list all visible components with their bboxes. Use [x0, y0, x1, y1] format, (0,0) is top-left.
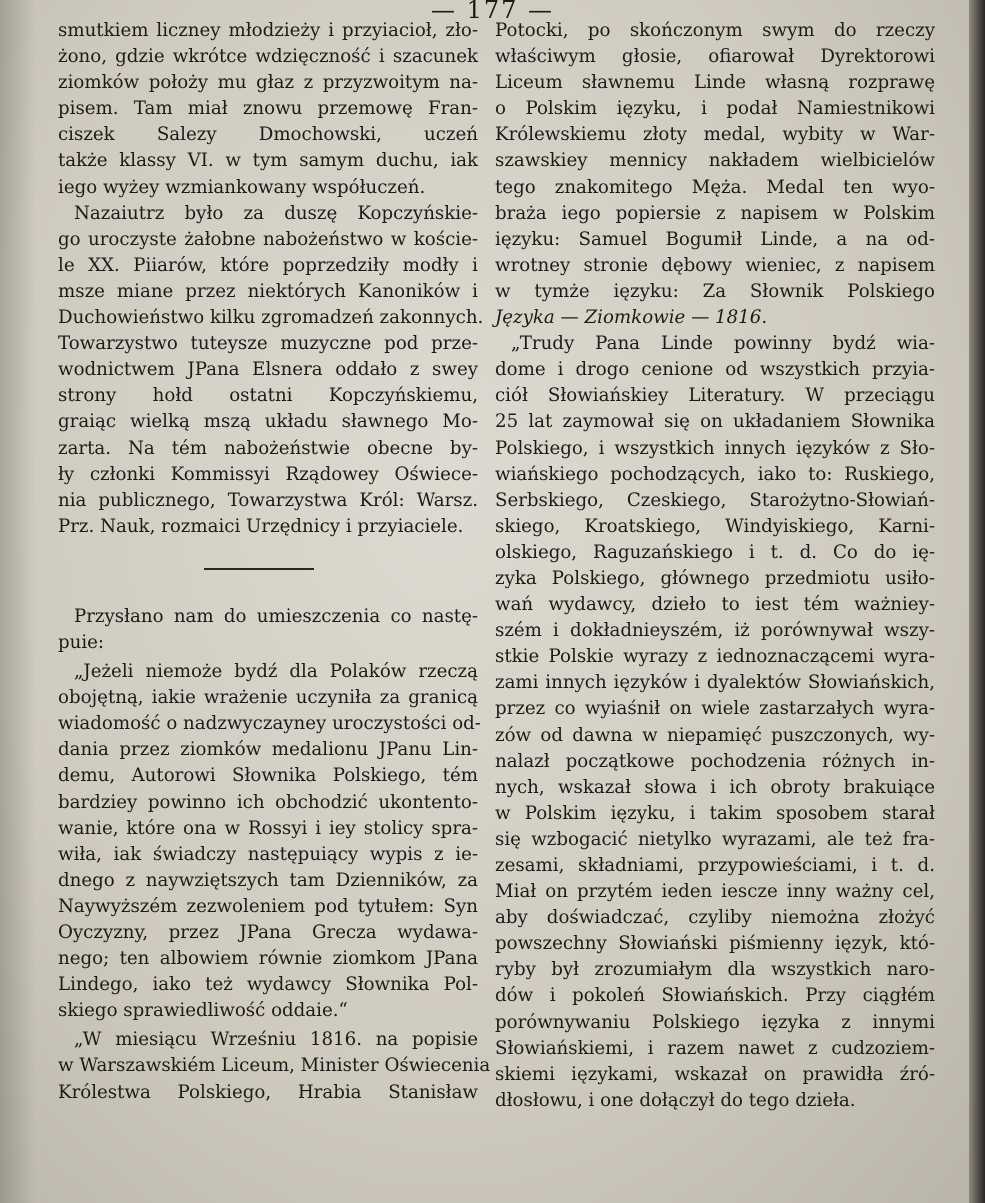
text-line: Duchowieństwo kilku zgromadzeń zakonnych.: [58, 307, 484, 329]
text-line: Nazaiutrz było za duszę Kopczyńskie-: [74, 202, 478, 224]
paragraph: [58, 18, 478, 201]
text-line: demu, Autorowi Słownika Polskiego, tém: [58, 765, 478, 787]
gutter-shadow: [0, 0, 36, 1203]
page-number: — 177 —: [430, 0, 555, 24]
text-line: się wzbogacić nietylko wyrazami, ale też fra-: [495, 828, 935, 850]
text-line: nych, wskazał słowa i ich obroty brakuiące: [495, 776, 935, 798]
page-edge: [969, 0, 985, 1203]
text-line: ziomków położy mu głaz z przyzwoitym na-: [58, 72, 478, 94]
text-line: Słowiańskiemi, i razem nawet z cudzoziem-: [495, 1037, 935, 1059]
text-line: żono, gdzie wkrótce wdzięczność i szacunek: [58, 46, 478, 68]
text-line: smutkiem liczney młodzieży i przyiacioł, zło-: [58, 20, 478, 41]
text-line: szawskiey mennicy nakładem wielbicielów: [495, 150, 935, 172]
text-line: iego wyżey wzmiankowany współuczeń.: [58, 176, 426, 198]
text-line: zyka Polskiego, głównego przedmiotu usiło-: [495, 567, 935, 589]
text-line: skiemi ięzykami, wskazał on prawidła źró-: [495, 1063, 935, 1085]
text-line: Oyczyzny, przez JPana Grecza wydawa-: [58, 922, 478, 943]
paragraph: [58, 1027, 491, 1105]
text-line: graiąc wielką mszą układu sławnego Mo-: [58, 411, 478, 433]
text-line: bardziey powinno ich obchodzić ukontento-: [58, 791, 478, 813]
text-line: wiańskiego pochodzących, iako to: Ruskiego,: [495, 463, 935, 485]
medal-inscription-line: w tymże ięzyku: Za Słownik Polskiego: [495, 280, 935, 302]
text-line: wiła, iak świadczy następuiący wypis z ie-: [58, 843, 478, 865]
text-line: dnego z naywziętszych tam Dzienników, za: [58, 869, 478, 891]
text-line: wrotney stronie dębowy wieniec, z napisem: [495, 254, 935, 276]
text-line: nego; ten albowiem równie ziomkom JPana: [58, 948, 478, 970]
paragraph: [495, 18, 935, 331]
text-line: Królewskiemu złoty medal, wybity w War-: [495, 124, 935, 146]
text-line: zami innych ięzyków i dyalektów Słowiańskich,: [495, 672, 935, 694]
text-line: dome i drogo cenione od wszystkich przyia-: [495, 359, 935, 381]
text-line: „Trudy Pana Linde powinny bydź wia-: [511, 333, 935, 355]
text-line: obojętną, iakie wrażenie uczyniła za granicą: [58, 687, 478, 709]
paragraph: [58, 659, 481, 1024]
text-line: porównywaniu Polskiego ięzyka z innymi: [495, 1011, 935, 1033]
text-line: 25 lat zaymował się on układaniem Słownika: [495, 411, 935, 433]
text-line: Lindego, iako też wydawcy Słownika Pol-: [58, 974, 478, 996]
text-line: tego znakomitego Męża. Medal ten wyo-: [495, 176, 935, 198]
section-divider: [204, 568, 314, 570]
text-line: ięzyku: Samuel Bogumił Linde, a na od-: [495, 228, 935, 250]
text-line: Naywyższém zezwoleniem pod tytułem: Syn: [58, 895, 478, 917]
text-line: szém i dokładnieyszém, iż porównywał wszy-: [495, 620, 935, 642]
text-line: ły członki Kommissyi Rządowey Oświece-: [58, 463, 478, 485]
text-line: Przysłano nam do umieszczenia co nastę-: [74, 605, 478, 627]
text-line: wodnictwem JPana Elsnera oddało z swey: [58, 359, 478, 381]
text-line: wań wydawcy, dzieło to iest tém ważniey-: [495, 594, 935, 616]
text-line: puie:: [58, 631, 105, 653]
text-line: ciszek Salezy Dmochowski, uczeń: [58, 124, 478, 146]
text-line: Towarzystwo tuteysze muzyczne pod prze-: [58, 333, 478, 355]
text-line: dania przez ziomków medalionu JPanu Lin-: [58, 739, 478, 761]
left-column: [58, 18, 491, 1106]
text-line: zarta. Na tém nabożeństwie obecne by-: [58, 437, 478, 459]
text-line: msze miane przez niektórych Kanoników i: [58, 280, 478, 302]
text-line: zesami, składniami, przypowieściami, i t. d.: [495, 855, 935, 876]
text-line: aby doświadczać, czyliby niemożna złożyć: [495, 907, 935, 929]
text-line: także klassy VI. w tym samym duchu, iak: [58, 150, 478, 172]
text-line: olskiego, Raguzańskiego i t. d. Co do ię-: [495, 541, 935, 563]
text-line: ryby był zrozumiałym dla wszystkich naro-: [495, 959, 935, 981]
text-line: pisem. Tam miał znowu przemowę Fran-: [58, 98, 478, 120]
text-line: wiadomość o nadzwyczayney uroczystości od-: [58, 713, 481, 735]
text-line: zów od dawna w niepamięć puszczonych, wy-: [495, 724, 935, 746]
text-line: strony hołd ostatni Kopczyńskiemu,: [58, 385, 478, 407]
text-line: „Jeżeli niemoże bydź dla Polaków rzeczą: [74, 661, 478, 683]
text-line: skiego, Kroatskiego, Windyiskiego, Karni-: [495, 515, 935, 537]
text-line: Serbskiego, Czeskiego, Starożytno-Słowiań-: [495, 489, 935, 511]
text-line: w Polskim ięzyku, i takim sposobem starał: [495, 802, 935, 824]
text-line: le XX. Piiarów, które poprzedziły modły i: [58, 254, 478, 276]
text-line: stkie Polskie wyrazy z iednoznaczącemi wyra-: [495, 646, 935, 668]
text-line: nalazł początkowe pochodzenia różnych in-: [495, 750, 935, 772]
text-line: „W miesiącu Wrześniu 1816. na popisie: [74, 1029, 478, 1051]
text-line: powszechny Słowiański piśmienny ięzyk, któ-: [495, 933, 935, 955]
text-line: wanie, które ona w Rossyi i iey stolicy spra-: [58, 817, 478, 839]
paragraph: [495, 331, 935, 1114]
paragraph: [58, 201, 484, 540]
text-line: dłosłowu, i one dołączył do tego dzieła.: [495, 1089, 856, 1111]
text-line: ciół Słowiańskiey Literatury. W przeciągu: [495, 385, 935, 407]
text-line: przez co wyiaśnił on wiele zastarzałych wyra-: [495, 698, 935, 720]
text-line: w Warszawskiém Liceum, Minister Oświecenia: [58, 1055, 491, 1077]
text-line: skiego sprawiedliwość oddaie.“: [58, 1000, 348, 1022]
text-line: go uroczyste żałobne nabożeństwo w koście-: [58, 228, 478, 250]
text-line: Polskiego, i wszystkich innych ięzyków z Sło-: [495, 437, 935, 459]
text-line: braża iego popiersie z napisem w Polskim: [495, 202, 935, 224]
text-line: Liceum sławnemu Linde własną rozprawę: [495, 72, 935, 94]
text-line: właściwym głosie, ofiarował Dyrektorowi: [495, 46, 935, 68]
text-line: nia publicznego, Towarzystwa Król: Warsz.: [58, 489, 478, 511]
text-line: Potocki, po skończonym swym do rzeczy: [495, 20, 935, 41]
right-column: [495, 18, 935, 1114]
medal-inscription-line: Języka — Ziomkowie — 1816.: [495, 307, 768, 329]
text-line: o Polskim ięzyku, i podał Namiestnikowi: [495, 98, 935, 120]
text-line: Miał on przytém ieden iescze inny ważny cel,: [495, 881, 935, 903]
text-line: Królestwa Polskiego, Hrabia Stanisław: [58, 1081, 478, 1103]
text-line: dów i pokoleń Słowiańskich. Przy ciągłém: [495, 985, 935, 1007]
paragraph: [58, 604, 478, 656]
text-line: Prz. Nauk, rozmaici Urzędnicy i przyiaciele.: [58, 515, 464, 537]
